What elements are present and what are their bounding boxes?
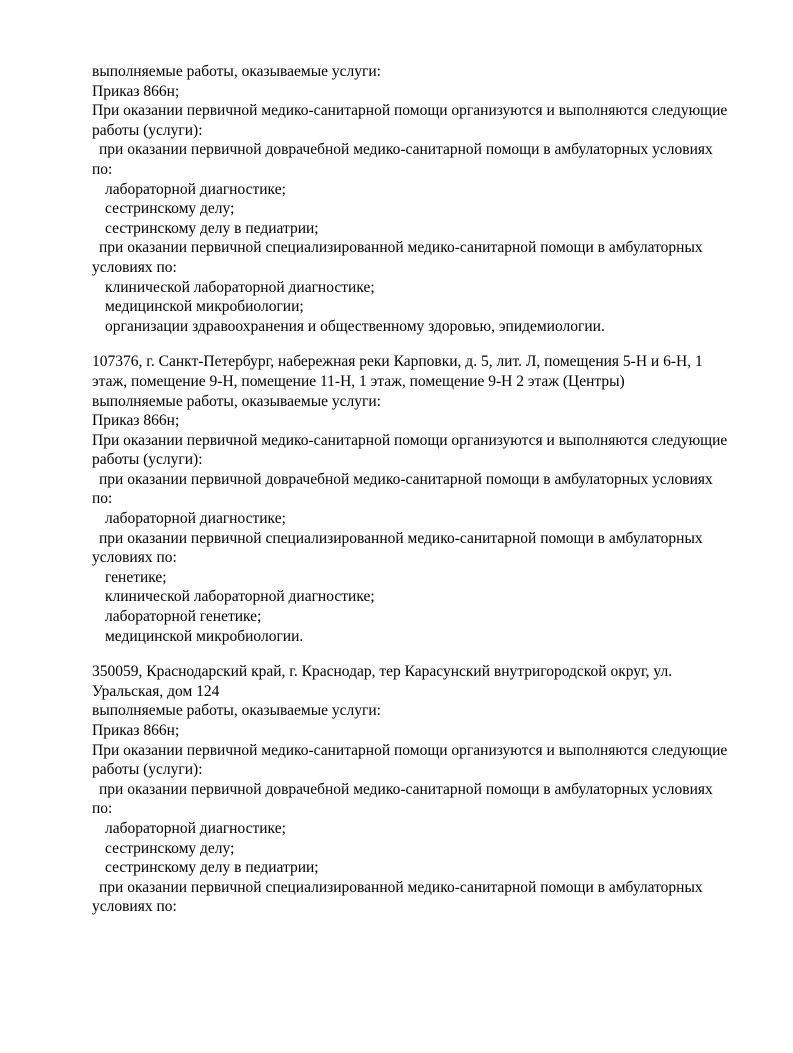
service-item: медицинской микробиологии. xyxy=(105,627,304,645)
service-item: организации здравоохранения и общественному здоровью, эпидемиологии. xyxy=(105,317,605,335)
service-item: сестринскому делу; xyxy=(105,839,235,857)
body-line: при оказании первичной доврачебной медико-санитарной помощи в амбулаторных условиях xyxy=(99,780,713,798)
document-body xyxy=(92,62,747,917)
service-item: лабораторной генетике; xyxy=(105,608,262,626)
body-line: работы (услуги): xyxy=(92,121,203,139)
section-services-continued xyxy=(92,62,747,336)
body-line: при оказании первичной специализированной медико-санитарной помощи в амбулаторных xyxy=(99,529,703,547)
body-line: условиях по: xyxy=(92,258,177,276)
service-item: лабораторной диагностике; xyxy=(105,510,286,528)
order-reference: Приказ 866н; xyxy=(92,82,180,100)
service-item: клинической лабораторной диагностике; xyxy=(105,278,375,296)
body-line: при оказании первичной доврачебной медико-санитарной помощи в амбулаторных условиях xyxy=(99,141,713,159)
section-address-107376 xyxy=(92,352,747,646)
service-item: генетике; xyxy=(105,568,167,586)
body-line: При оказании первичной медико-санитарной помощи организуются и выполняются следующие xyxy=(92,431,728,449)
address-line: 107376, г. Санкт-Петербург, набережная реки Карповки, д. 5, лит. Л, помещения 5-Н и 6-Н, 1 xyxy=(92,353,703,371)
body-line: условиях по: xyxy=(92,549,177,567)
body-line: при оказании первичной доврачебной медико-санитарной помощи в амбулаторных условиях xyxy=(99,470,713,488)
body-line: по: xyxy=(92,160,113,178)
section-address-350059 xyxy=(92,662,747,917)
body-line: При оказании первичной медико-санитарной помощи организуются и выполняются следующие xyxy=(92,102,728,120)
body-line: при оказании первичной специализированной медико-санитарной помощи в амбулаторных xyxy=(99,239,703,257)
works-services-label: выполняемые работы, оказываемые услуги: xyxy=(92,392,381,410)
address-line: Уральская, дом 124 xyxy=(92,682,220,700)
order-reference: Приказ 866н; xyxy=(92,412,180,430)
service-item: медицинской микробиологии; xyxy=(105,298,304,316)
body-line: при оказании первичной специализированной медико-санитарной помощи в амбулаторных xyxy=(99,878,703,896)
service-item: сестринскому делу в педиатрии; xyxy=(105,859,319,877)
address-line: 350059, Краснодарский край, г. Краснодар, тер Карасунский внутригородской округ, ул. xyxy=(92,663,673,681)
body-line: При оказании первичной медико-санитарной помощи организуются и выполняются следующие xyxy=(92,741,728,759)
body-line: по: xyxy=(92,490,113,508)
body-line: по: xyxy=(92,800,113,818)
body-line: условиях по: xyxy=(92,898,177,916)
order-reference: Приказ 866н; xyxy=(92,722,180,739)
service-item: лабораторной диагностике; xyxy=(105,180,286,198)
body-line: работы (услуги): xyxy=(92,451,203,469)
service-item: клинической лабораторной диагностике; xyxy=(105,588,375,606)
service-item: сестринскому делу; xyxy=(105,200,235,218)
works-services-label: выполняемые работы, оказываемые услуги: xyxy=(92,702,381,720)
service-item: сестринскому делу в педиатрии; xyxy=(105,219,319,237)
body-line: работы (услуги): xyxy=(92,761,203,779)
works-services-label: выполняемые работы, оказываемые услуги: xyxy=(92,63,381,80)
service-item: лабораторной диагностике; xyxy=(105,819,286,837)
address-line: этаж, помещение 9-Н, помещение 11-Н, 1 этаж, помещение 9-Н 2 этаж (Центры) xyxy=(92,372,625,390)
